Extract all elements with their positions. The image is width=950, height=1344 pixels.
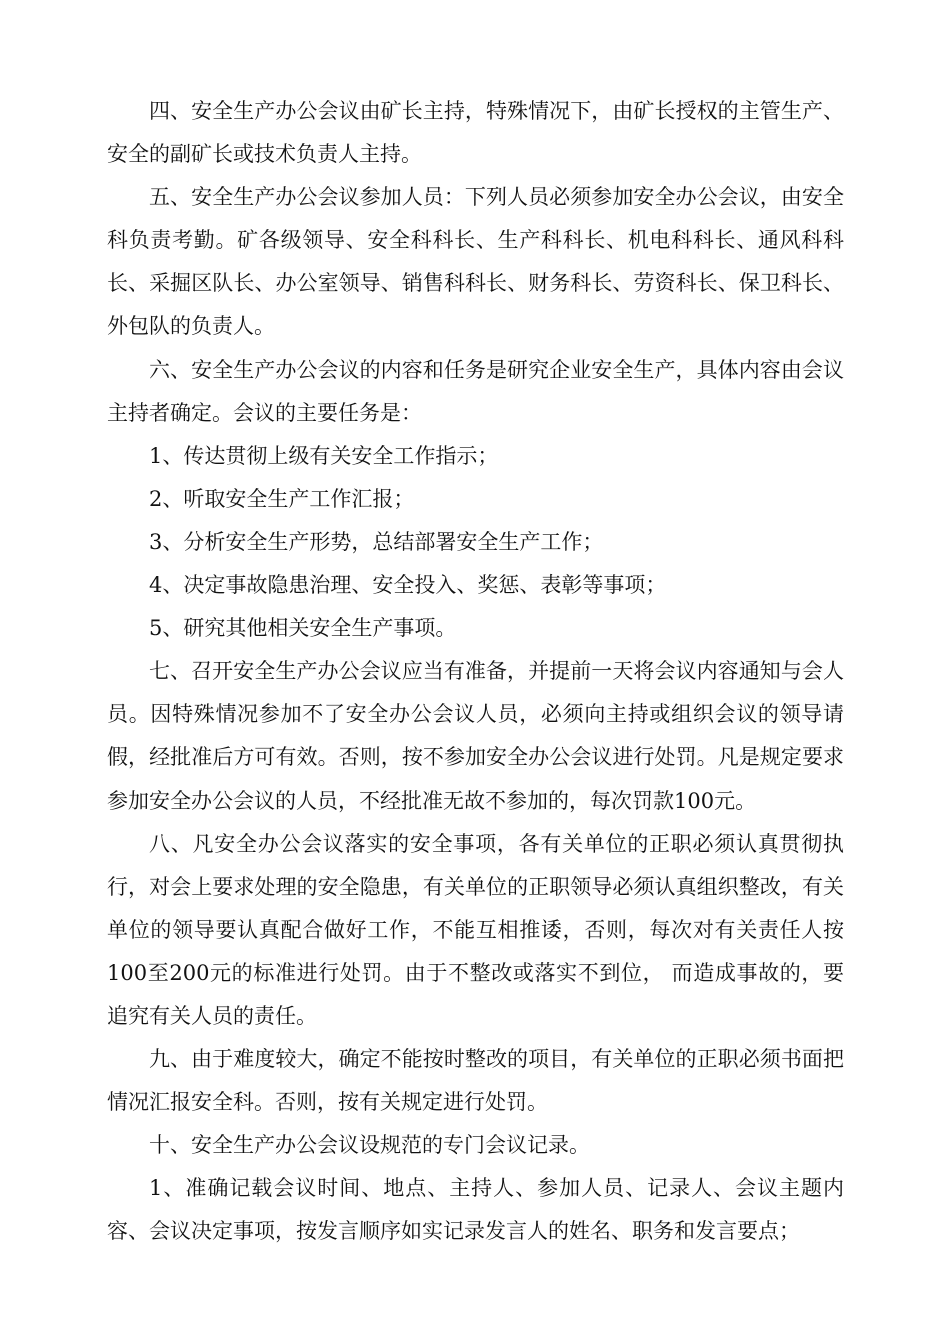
paragraph-meeting-chair: 四、安全生产办公会议由矿长主持，特殊情况下，由矿长授权的主管生产、安全的副矿长或技术负责人主持。	[107, 99, 844, 167]
document-page	[107, 90, 844, 1254]
paragraph-meeting-records: 十、安全生产办公会议设规范的专门会议记录。	[149, 1133, 590, 1158]
list-item-task-4: 4、决定事故隐患治理、安全投入、奖惩、表彰等事项；	[149, 573, 667, 598]
paragraph-content-tasks: 六、安全生产办公会议的内容和任务是研究企业安全生产，具体内容由会议主持者确定。会议的主要任务是：	[107, 357, 844, 425]
paragraph-attendees: 五、安全生产办公会议参加人员：下列人员必须参加安全办公会议，由安全科负责考勤。矿各级领导、安全科科长、生产科科长、机电科科长、通风科科长、采掘区队长、办公室领导、销售科科长、财务科长、劳资科长、保卫科长、外包队的负责人。	[107, 185, 844, 339]
list-item-task-2: 2、听取安全生产工作汇报；	[149, 486, 415, 511]
list-item-record-1: 1、准确记载会议时间、地点、主持人、参加人员、记录人、会议主题内容、会议决定事项，按发言顺序如实记录发言人的姓名、职务和发言要点；	[107, 1176, 844, 1244]
paragraph-implementation: 八、凡安全办公会议落实的安全事项，各有关单位的正职必须认真贯彻执行，对会上要求处理的安全隐患，有关单位的正职领导必须认真组织整改，有关单位的领导要认真配合做好工作，不能互相推诿，否则，每次对有关责任人按100至200元的标准进行处罚。由于不整改或落实不到位， 而造成事故的，要追究有关人员的责任。	[107, 831, 844, 1028]
paragraph-difficult-items: 九、由于难度较大，确定不能按时整改的项目，有关单位的正职必须书面把情况汇报安全科。否则，按有关规定进行处罚。	[107, 1047, 844, 1115]
list-item-task-1: 1、传达贯彻上级有关安全工作指示；	[149, 443, 499, 468]
paragraph-preparation: 七、召开安全生产办公会议应当有准备，并提前一天将会议内容通知与会人员。因特殊情况参加不了安全办公会议人员，必须向主持或组织会议的领导请假，经批准后方可有效。否则，按不参加安全办公会议进行处罚。凡是规定要求参加安全办公会议的人员，不经批准无故不参加的，每次罚款100元。	[107, 659, 844, 813]
list-item-task-5: 5、研究其他相关安全生产事项。	[149, 616, 457, 641]
list-item-task-3: 3、分析安全生产形势，总结部署安全生产工作；	[149, 529, 604, 554]
